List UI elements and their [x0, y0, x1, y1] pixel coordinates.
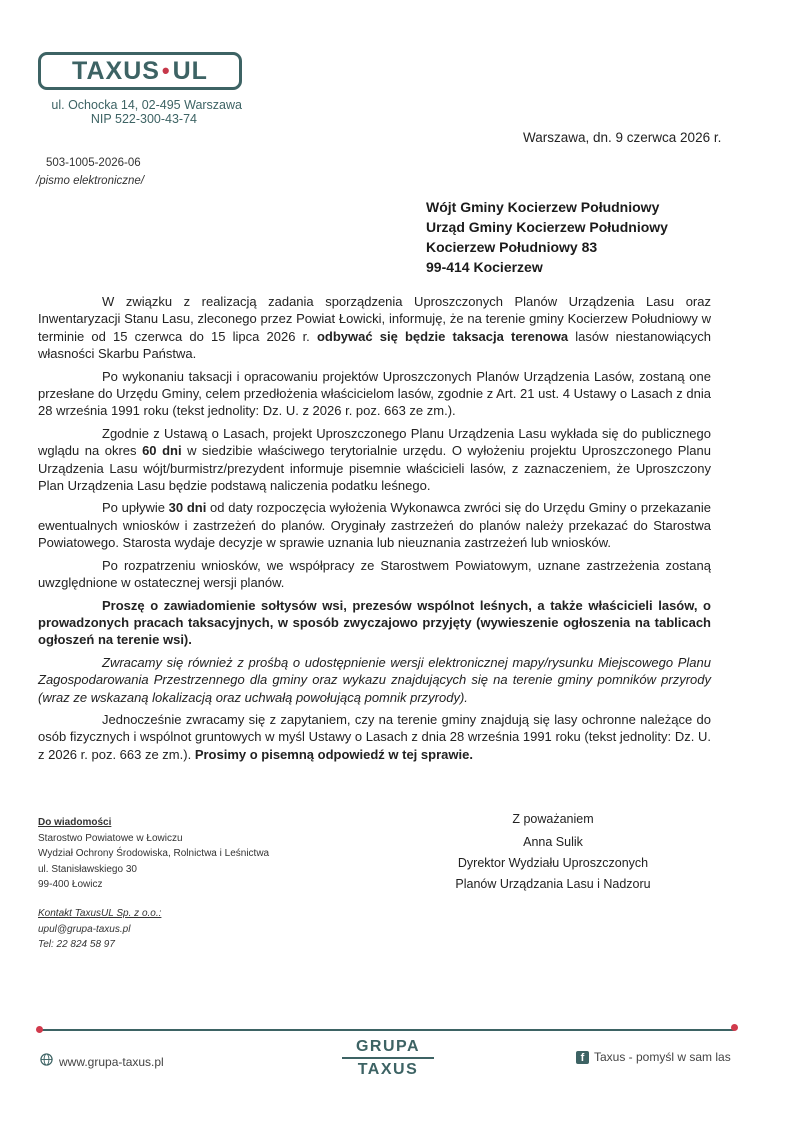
text: lasów niestanowiących własności Skarbu Państwa.: [38, 328, 711, 362]
contact-block: [38, 906, 161, 953]
paragraph-4: [38, 499, 711, 551]
footer-social[interactable]: [576, 1050, 731, 1064]
company-address: [38, 98, 242, 126]
logo-text-left: TAXUS: [72, 56, 160, 85]
paragraph-7: Zwracamy się również z prośbą o udostępnienie wersji elektronicznej mapy/rysunku Miejscowego Planu Zagospodarowania Przestrzennego dla gminy oraz wykazu znajdujących się na terenie gminy pomników przyrody (wraz ze wskazaną lokalizacją oraz uchwałą powołującą pomnik przyrody).: [38, 654, 711, 705]
paragraph-2: Po wykonaniu taksacji i opracowaniu projektów Uproszczonych Planów Urządzenia Lasów, zostaną one przesłane do Urzędu Gminy, celem przedłożenia właścicielom lasów, zgodnie z Art. 21 ust. 4 Ustawy o Lasach z dnia 28 września 1991 roku (tekst jednolity: Dz. U. z 2026 r. poz. 663 ze zm.).: [38, 368, 711, 419]
divider-dot-right: [731, 1024, 738, 1031]
website-url: www.grupa-taxus.pl: [59, 1055, 164, 1069]
contact-title: Kontakt TaxusUL Sp. z o.o.:: [38, 908, 162, 919]
letter-body: [38, 293, 711, 768]
paragraph-1: [38, 293, 711, 363]
text: W związku z realizacją zadania sporządzenia Uproszczonych Planów Urządzenia Lasu oraz Inwentaryzacji Stanu Lasu, zleconego przez Powiat Łowicki, informuję, że na terenie gminy Kocierzew Południowy w terminie od 15 czerwca do 15 lipca 2026 r.: [38, 294, 711, 344]
emphasis: 60 dni: [142, 443, 182, 459]
paragraph-8: [38, 711, 711, 763]
footer-divider: [40, 1029, 734, 1031]
recipient-line: Urząd Gminy Kocierzew Południowy: [426, 219, 668, 235]
closing: Z poważaniem: [512, 812, 594, 826]
recipient-line: Kocierzew Południowy 83: [426, 239, 598, 255]
cc-title: Do wiadomości: [38, 817, 112, 828]
brand-line-2: TAXUS: [357, 1061, 419, 1078]
emphasis: Prosimy o pisemną odpowiedź w tej sprawie.: [194, 746, 473, 762]
brand-line-1: GRUPA: [355, 1038, 421, 1055]
signer-role-line-1: Dyrektor Wydziału Uproszczonych: [457, 856, 649, 870]
recipient-line: Wójt Gminy Kocierzew Południowy: [426, 199, 660, 215]
signer-name: Anna Sulik: [523, 835, 583, 849]
contact-email[interactable]: upul@grupa-taxus.pl: [38, 923, 131, 935]
cc-block: [38, 815, 269, 893]
letter-date: Warszawa, dn. 9 czerwca 2026 r.: [523, 130, 722, 145]
cc-line: 99-400 Łowicz: [38, 879, 103, 891]
recipient-block: [426, 197, 668, 277]
grupa-taxus-logo: [336, 1036, 440, 1080]
text: Zgodnie z Ustawą o Lasach, projekt Uproszczonego Planu Urządzenia Lasu wykłada się do publicznego wglądu na okres: [38, 425, 711, 459]
facebook-icon: f: [576, 1051, 589, 1064]
paragraph-6: Proszę o zawiadomienie sołtysów wsi, prezesów wspólnot leśnych, a także właścicieli lasów, o prowadzonych pracach taksacyjnych, w sposób zwyczajowo przyjęty (wywieszenie ogłoszenia na tablicach ogłoszeń na terenie wsi).: [38, 597, 711, 648]
emphasis: 30 dni: [168, 500, 207, 516]
footer-website[interactable]: [40, 1053, 164, 1071]
logo-dot: •: [161, 58, 171, 83]
text: Jednocześnie zwracamy się z zapytaniem, czy na terenie gminy znajdują się lasy ochronne należące do osób fizycznych i wspólnot gruntowych w myśl Ustawy o Lasach z dnia 28 września 1991 roku (tekst jednolity: Dz. U. z 2026 r. poz. 663 ze zm.).: [38, 711, 711, 762]
cc-line: ul. Stanisławskiego 30: [38, 863, 137, 875]
emphasis: odbywać się będzie taksacja terenowa: [316, 328, 569, 344]
divider-dot-left: [36, 1026, 43, 1033]
signature-block: [448, 809, 658, 895]
text: od daty rozpoczęcia wyłożenia Wykonawca zwróci się do Urzędu Gminy o przekazanie ewentualnych wniosków i zastrzeżeń do planów. Oryginały zastrzeżeń do planów należy przekazać do Starostwa Powiatowego. Starosta wydaje decyzje w sprawie uznania lub nieuznania zastrzeżeń lub wniosków.: [38, 500, 711, 551]
logo-text-right: UL: [172, 56, 208, 85]
address-line-1: ul. Ochocka 14, 02-495 Warszawa: [51, 98, 242, 112]
recipient-line: 99-414 Kocierzew: [426, 259, 543, 275]
reference-number: 503-1005-2026-06: [46, 157, 141, 169]
delivery-note: /pismo elektroniczne/: [36, 175, 145, 187]
cc-line: Starostwo Powiatowe w Łowiczu: [38, 832, 183, 844]
social-text: Taxus - pomyśl w sam las: [594, 1050, 731, 1064]
tax-id: NIP 522-300-43-74: [90, 112, 197, 126]
globe-icon: [40, 1053, 53, 1071]
paragraph-5: Po rozpatrzeniu wniosków, we współpracy ze Starostwem Powiatowym, uznane zastrzeżenia zostaną uwzględnione w ostatecznej wersji planów.: [38, 557, 711, 591]
company-logo: [38, 52, 242, 90]
paragraph-3: [38, 425, 711, 495]
contact-phone: Tel: 22 824 58 97: [38, 939, 115, 951]
text: w siedzibie właściwego terytorialnie urzędu. O wyłożeniu projektu Uproszczonego Planu Urządzenia Lasu wójt/burmistrz/prezydent informuje pisemnie właścicieli lasów, z zaznaczeniem, że Uproszczony Plan Urządzenia Lasu będzie podstawą naliczenia podatku leśnego.: [38, 443, 711, 494]
signer-role-line-2: Planów Urządzania Lasu i Nadzoru: [455, 877, 651, 891]
text: Po upływie: [102, 500, 169, 516]
cc-line: Wydział Ochrony Środowiska, Rolnictwa i Leśnictwa: [38, 848, 270, 860]
